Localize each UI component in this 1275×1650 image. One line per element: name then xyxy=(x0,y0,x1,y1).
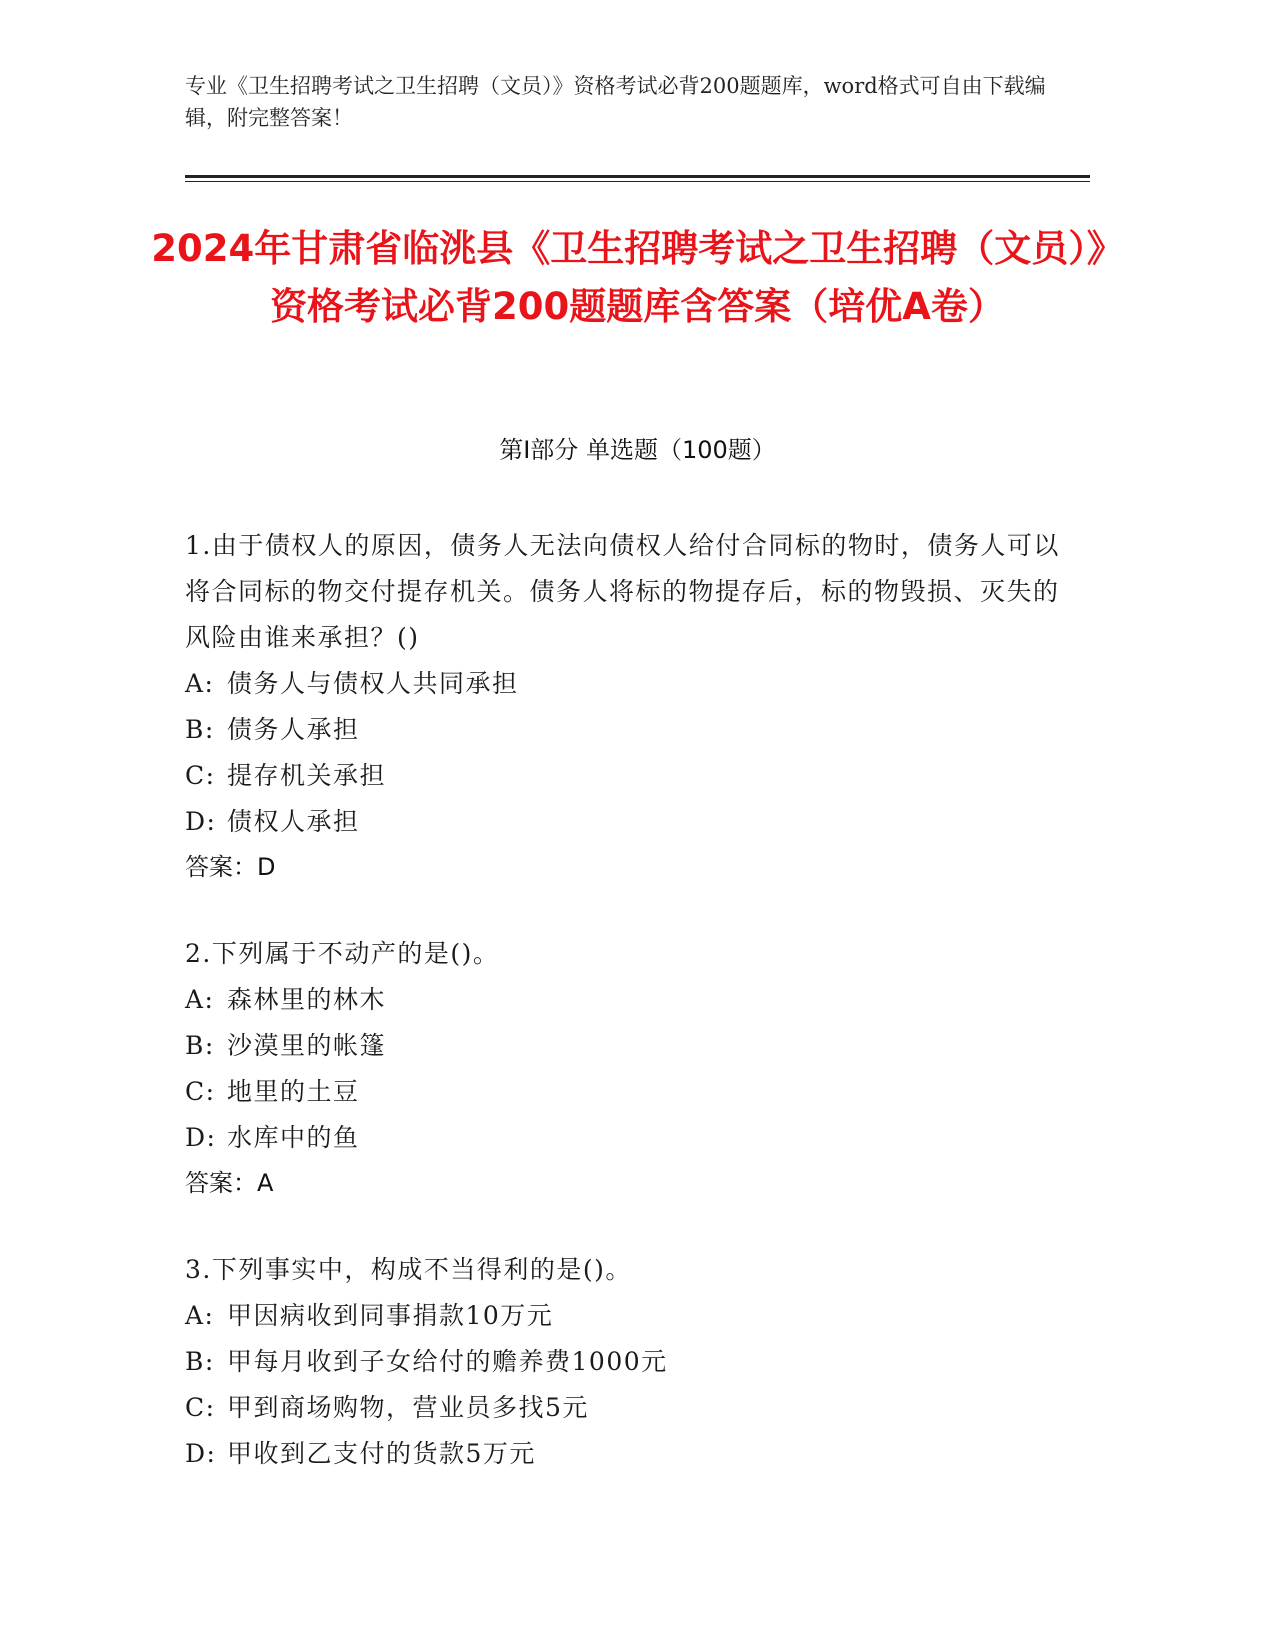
option-key: C: xyxy=(185,1077,216,1106)
option-key: C: xyxy=(185,761,216,790)
option-key: B: xyxy=(185,1031,215,1060)
header-divider-thick xyxy=(185,175,1090,178)
option-key: B: xyxy=(185,715,215,744)
answer: 答案：D xyxy=(185,853,276,881)
option-text: 债务人承担 xyxy=(227,715,360,744)
option-text: 甲收到乙支付的货款5万元 xyxy=(227,1439,536,1468)
option-c xyxy=(185,753,1075,799)
option-text: 甲因病收到同事捐款10万元 xyxy=(227,1301,554,1330)
option-a xyxy=(185,1293,1075,1339)
document-title: 2024年甘肃省临洮县《卫生招聘考试之卫生招聘（文员）》资格考试必背200题题库含答案（培优A卷） xyxy=(151,227,1124,328)
option-key: B: xyxy=(185,1347,215,1376)
question-stem: 2.下列属于不动产的是()。 xyxy=(185,939,500,968)
option-c xyxy=(185,1385,1075,1431)
option-d xyxy=(185,1115,1075,1161)
header-note: 专业《卫生招聘考试之卫生招聘（文员）》资格考试必背200题题库，word格式可自由下载编辑，附完整答案！ xyxy=(185,74,1046,130)
option-a xyxy=(185,661,1075,707)
question-list xyxy=(185,523,1075,1519)
option-c xyxy=(185,1069,1075,1115)
option-text: 森林里的林木 xyxy=(227,985,387,1014)
question-stem: 3.下列事实中，构成不当得利的是()。 xyxy=(185,1255,632,1284)
option-d xyxy=(185,799,1075,845)
option-key: A: xyxy=(185,1301,215,1330)
option-b xyxy=(185,707,1075,753)
answer: 答案：A xyxy=(185,1169,274,1197)
question-stem: 1.由于债权人的原因，债务人无法向债权人给付合同标的物时，债务人可以将合同标的物交付提存机关。债务人将标的物提存后，标的物毁损、灭失的风险由谁来承担？() xyxy=(185,531,1060,652)
option-key: A: xyxy=(185,985,215,1014)
question-1 xyxy=(185,523,1075,889)
option-text: 沙漠里的帐篷 xyxy=(227,1031,387,1060)
option-text: 提存机关承担 xyxy=(227,761,387,790)
option-text: 水库中的鱼 xyxy=(227,1123,360,1152)
option-text: 甲到商场购物，营业员多找5元 xyxy=(227,1393,589,1422)
option-text: 债权人承担 xyxy=(227,807,360,836)
option-text: 甲每月收到子女给付的赡养费1000元 xyxy=(227,1347,668,1376)
option-text: 债务人与债权人共同承担 xyxy=(227,669,519,698)
option-key: D: xyxy=(185,1439,217,1468)
option-d xyxy=(185,1431,1075,1477)
option-key: D: xyxy=(185,1123,217,1152)
option-key: A: xyxy=(185,669,215,698)
option-key: C: xyxy=(185,1393,216,1422)
option-key: D: xyxy=(185,807,217,836)
option-a xyxy=(185,977,1075,1023)
option-text: 地里的土豆 xyxy=(227,1077,360,1106)
header-divider-thin xyxy=(185,181,1090,182)
option-b xyxy=(185,1023,1075,1069)
question-2 xyxy=(185,931,1075,1205)
question-3 xyxy=(185,1247,1075,1477)
option-b xyxy=(185,1339,1075,1385)
section-title: 第Ⅰ部分 单选题（100题） xyxy=(499,436,776,464)
